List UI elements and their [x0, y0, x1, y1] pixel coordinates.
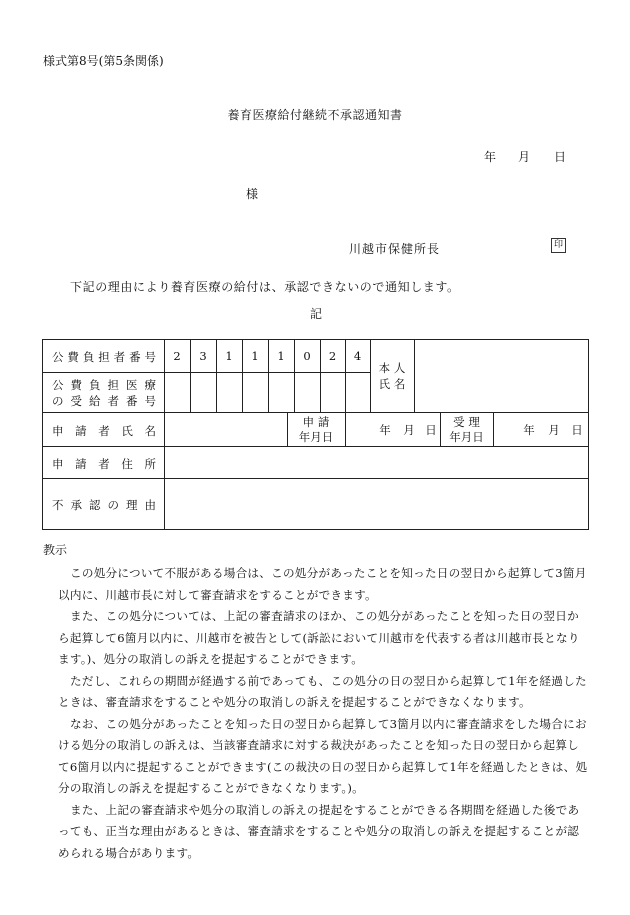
notice-body: [58, 563, 588, 864]
receipt-date-label-line1: 受 理: [453, 415, 480, 429]
application-day: 日: [425, 423, 437, 437]
payer-digit: 2: [328, 349, 337, 363]
notice-paragraph: なお、この処分があったことを知った日の翌日から起算して3箇月以内に審査請求をした場合における処分の取消しの訴えは、当該審査請求に対する裁決があったことを知った日の翌日から起算して6箇月以内に提起することができます(この裁決の日の翌日から起算して1年を経過したときは、処分の取消しの訴えを提起することができなくなります。)。: [58, 716, 588, 795]
application-date-label-line1: 申 請: [302, 415, 330, 429]
recipient-number-label-line2: の 受 給 者 番 号: [52, 394, 156, 408]
applicant-address-label: 申 請 者 住 所: [52, 457, 156, 471]
applicant-name-label: 申 請 者 氏 名: [52, 424, 156, 438]
receipt-day: 日: [571, 423, 583, 437]
notice-paragraph: また、この処分については、上記の審査請求のほか、この処分があったことを知った日の翌日から起算して6箇月以内に、川越市を被告として(訴訟において川越市を代表する者は川越市長となります。)、処分の取消しの訴えを提起することができます。: [58, 609, 580, 666]
intro-text: 下記の理由により養育医療の給付は、承認できないので通知します。: [70, 280, 460, 294]
table-line: [42, 412, 589, 413]
payer-digit: 2: [173, 349, 181, 363]
table-line: [588, 339, 589, 530]
payer-digit: 0: [303, 349, 311, 363]
person-label-line1: 本 人: [378, 361, 406, 375]
payer-digit: 1: [225, 349, 233, 363]
table-line: [42, 339, 589, 340]
payer-digit: 3: [199, 349, 207, 363]
table-line: [42, 478, 589, 479]
application-info-table: [42, 339, 589, 530]
addressee-suffix: 様: [246, 187, 259, 201]
rejection-reason-label: 不 承 認 の 理 由: [52, 498, 156, 512]
document-title: 養育医療給付継続不承認通知書: [227, 108, 403, 122]
date-year-label: 年: [484, 150, 497, 164]
notice-paragraph: ただし、これらの期間が経過する前であっても、この処分の日の翌日から起算して1年を経過したときは、審査請求をすることや処分の取消しの訴えを提起することができなくなります。: [58, 673, 587, 709]
payer-digit: 1: [277, 349, 285, 363]
table-line: [493, 412, 494, 446]
payer-number-label: 公 費 負 担 者 番 号: [52, 350, 156, 364]
payer-digit: 1: [251, 349, 259, 363]
notice-paragraph: この処分について不服がある場合は、この処分があったことを知った日の翌日から起算して3箇月以内に、川越市長に対して審査請求をすることができます。: [58, 566, 587, 602]
payer-digit: 4: [353, 349, 362, 363]
table-line: [345, 412, 346, 446]
issuer-name: 川越市保健所長: [349, 242, 441, 256]
notice-paragraph: また、上記の審査請求や処分の取消しの訴えの提起をすることができる各期間を経過した後であっても、正当な理由があるときは、審査請求をすることや処分の取消しの訴えを提起することが認められる場合があります。: [58, 802, 580, 860]
table-line: [370, 339, 371, 412]
seal-mark: 印: [551, 238, 566, 253]
receipt-date-label-line2: 年月日: [449, 430, 484, 444]
recipient-number-label-line1: 公 費 負 担 医 療: [52, 378, 156, 392]
ki-heading: 記: [310, 307, 323, 321]
notice-heading: 教示: [43, 543, 68, 557]
receipt-year: 年: [523, 423, 535, 437]
application-date-label-line2: 年月日: [298, 430, 334, 444]
table-line: [42, 446, 589, 447]
table-line: [42, 529, 589, 530]
person-label-line2: 氏 名: [378, 377, 406, 391]
table-line: [414, 339, 415, 412]
form-number-label: 様式第8号(第5条関係): [43, 54, 164, 68]
table-line: [164, 339, 165, 530]
receipt-month: 月: [548, 423, 560, 437]
date-day-label: 日: [554, 150, 567, 164]
table-line: [42, 339, 43, 530]
application-month: 月: [403, 423, 415, 437]
application-year: 年: [379, 423, 391, 437]
date-month-label: 月: [518, 150, 531, 164]
